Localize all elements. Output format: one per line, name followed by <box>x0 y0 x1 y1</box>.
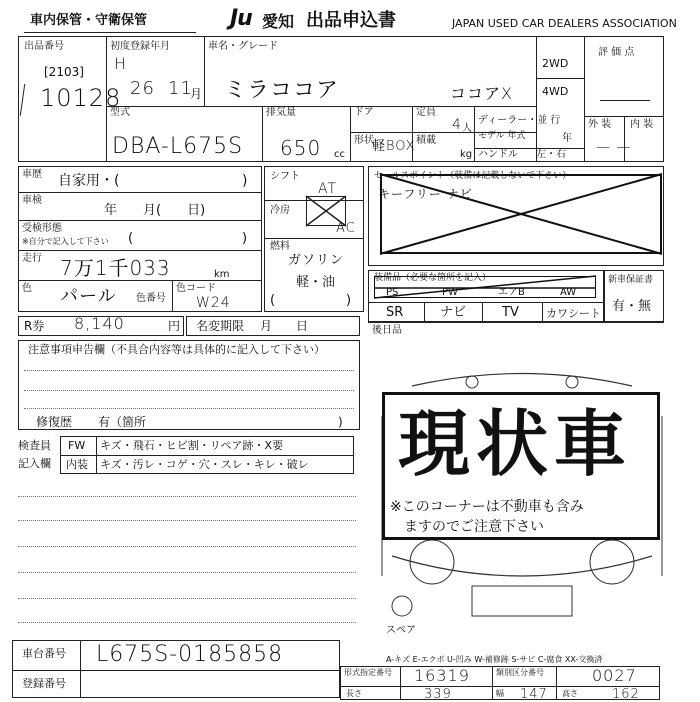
handle-value: 左・右 <box>536 149 566 160</box>
inspector-int-label: 内装 <box>66 458 88 471</box>
r-price-unit: 円 <box>168 319 181 333</box>
designation-value: 16319 <box>414 666 470 685</box>
equipment-struck-0: PS <box>386 287 399 298</box>
chassis-value: L675S-0185858 <box>96 642 284 667</box>
displacement-value: 650 <box>280 136 322 160</box>
name-change-label: 名変期限 <box>196 319 245 333</box>
color-label: 色 <box>22 283 32 294</box>
chassis-label: 車台番号 <box>22 647 66 660</box>
car-name-label: 車名・グレード <box>208 41 278 52</box>
inspection-label: 車検 <box>22 195 42 206</box>
first-reg-era: H <box>114 54 128 73</box>
exam-type-label: 受検形態 <box>22 223 62 234</box>
sales-points-cross-mark <box>380 174 662 254</box>
storage-label: 車内保管・守衛保管 <box>30 13 148 28</box>
r-price-label: R券 <box>24 319 45 333</box>
category-value: 0027 <box>592 666 637 685</box>
first-reg-month-unit: 月 <box>190 87 203 101</box>
width-label: 幅 <box>496 689 504 698</box>
color-code-value: W24 <box>196 295 231 311</box>
exam-type-note: ※自分で記入して下さい <box>22 237 109 246</box>
usage-label: 車歴 <box>22 169 42 180</box>
doors-label: ドア <box>354 107 374 118</box>
interior-label: 内 装 <box>630 119 654 130</box>
equipment-item-navi: ナビ <box>440 305 467 320</box>
car-name-value: ミラココア <box>224 78 340 103</box>
mileage-unit: km <box>214 269 230 280</box>
color-number-label: 色番号 <box>136 293 166 304</box>
equipment-struck-3: AW <box>560 287 577 298</box>
damage-legend: A-キズ E-エクボ U-凹み W-補修跡 S-サビ C-腐食 XX-交換済 <box>386 655 603 664</box>
width-value: 147 <box>520 687 548 702</box>
dealer-label: ディーラー・並 行 <box>478 115 561 126</box>
capacity-unit: 人 <box>462 123 472 134</box>
capacity-value: 4 <box>452 117 462 133</box>
first-reg-label: 初度登録年月 <box>110 41 170 52</box>
color-code-label: 色コード <box>176 283 216 294</box>
category-label: 類別区分番号 <box>496 668 544 677</box>
shift-value: AT <box>318 181 338 197</box>
equipment-item-sr: SR <box>386 305 404 320</box>
sales-points-label: セールスポイント（装備は記載しないで下さい） <box>374 171 572 181</box>
inspection-value: 年 月( 日) <box>104 203 206 218</box>
lot-label: 出品番号 <box>24 41 64 52</box>
model-label: 型式 <box>110 107 130 118</box>
warranty-value: 有・無 <box>612 299 652 314</box>
repair-close: ) <box>338 415 343 429</box>
handle-label: ハンドル <box>478 149 518 160</box>
designation-label: 形式指定番号 <box>344 668 392 677</box>
inspector-fw-label: FW <box>68 439 86 452</box>
first-reg-month: 11 <box>168 78 193 99</box>
shape-label: 形状 <box>354 135 374 146</box>
repair-value: 有（箇所 <box>98 415 147 429</box>
exam-close-paren: ) <box>242 231 248 246</box>
stamp-note-2: ますのでご注意下さい <box>404 519 544 535</box>
warranty-label: 新車保証書 <box>608 275 654 285</box>
shift-label: シフト <box>270 171 300 182</box>
ju-logo: Ju <box>230 6 252 31</box>
form-title: 出品申込書 <box>306 10 396 31</box>
equipment-strike-mark <box>374 273 596 298</box>
inspector-int-text: キズ・汚レ・コゲ・穴・スレ・キレ・破レ <box>100 458 309 471</box>
usage-close: ) <box>242 173 248 189</box>
aircon-value: AC <box>336 221 356 236</box>
inspector-label-1: 検査員 <box>18 439 51 452</box>
name-change-unit: 月 日 <box>260 319 309 333</box>
fuel-value: ガソリン <box>288 253 345 268</box>
color-value: パール <box>60 286 117 307</box>
weight-unit: kg <box>460 149 473 160</box>
drive-2wd: 2WD <box>542 57 569 70</box>
fuel-close-paren: ) <box>346 293 352 308</box>
length-value: 339 <box>424 687 452 702</box>
after-market-label: 後日品 <box>372 325 402 336</box>
r-price-value: 8,140 <box>74 314 125 333</box>
equipment-item-tv: TV <box>502 305 519 320</box>
fuel-open-paren: ( <box>270 293 276 308</box>
displacement-label: 排気量 <box>266 107 296 118</box>
registration-label: 登録番号 <box>22 677 66 690</box>
notes-label: 注意事項申告欄（不具合内容等は具体的に記入して下さい） <box>28 343 325 356</box>
equipment-struck-1: PW <box>442 287 458 298</box>
weight-label: 積載 <box>416 135 436 146</box>
english-title: JAPAN USED CAR DEALERS ASSOCIATION <box>452 17 677 30</box>
car-grade-value: ココアX <box>450 84 513 103</box>
lot-number: 10128 <box>40 84 122 112</box>
drive-4wd: 4WD <box>542 85 569 98</box>
fuel-options: 軽・油 <box>296 275 336 290</box>
usage-value: 自家用・( <box>58 173 120 189</box>
shift-table <box>264 166 364 312</box>
mileage-label: 走行 <box>22 253 42 264</box>
equipment-header: 装備品（必要な箇所を記入） <box>374 273 492 283</box>
as-is-title: 現状車 <box>398 402 633 486</box>
model-year-unit: 年 <box>562 133 572 144</box>
model-value: DBA-L675S <box>112 134 244 159</box>
exterior-label: 外 装 <box>588 119 612 130</box>
height-label: 高さ <box>562 689 578 698</box>
spare-label: スペア <box>386 625 416 636</box>
exam-open-paren: ( <box>128 231 134 246</box>
aircon-label: 冷房 <box>270 205 290 216</box>
rating-label: 評 価 点 <box>598 47 635 58</box>
length-label: 長さ <box>346 689 362 698</box>
inspector-fw-text: キズ・飛石・ヒビ割・リペア跡・X要 <box>100 439 284 452</box>
repair-label: 修復歴 <box>36 415 73 429</box>
mileage-value: 7万1千033 <box>60 256 171 280</box>
equipment-item-kawaseat: カワシート <box>546 307 601 320</box>
model-year-label: モデル 年式 <box>478 131 526 141</box>
capacity-label: 定員 <box>416 107 436 118</box>
displacement-unit: cc <box>334 149 345 160</box>
inspector-label-2: 記入欄 <box>18 457 51 470</box>
fuel-label: 燃料 <box>270 241 290 252</box>
stamp-note-1: ※このコーナーは不動車も含み <box>390 499 584 515</box>
sales-points-text: キーフリー ナビ <box>378 187 473 201</box>
equipment-struck-2: エアB <box>498 287 525 298</box>
shape-value: 軽BOX <box>372 139 416 154</box>
lot-code: [2103] <box>44 65 84 79</box>
height-value: 162 <box>612 687 640 702</box>
first-reg-year: 26 <box>130 78 155 99</box>
org-name: 愛知 <box>262 12 295 31</box>
grade-ext-value: — — <box>596 139 632 155</box>
